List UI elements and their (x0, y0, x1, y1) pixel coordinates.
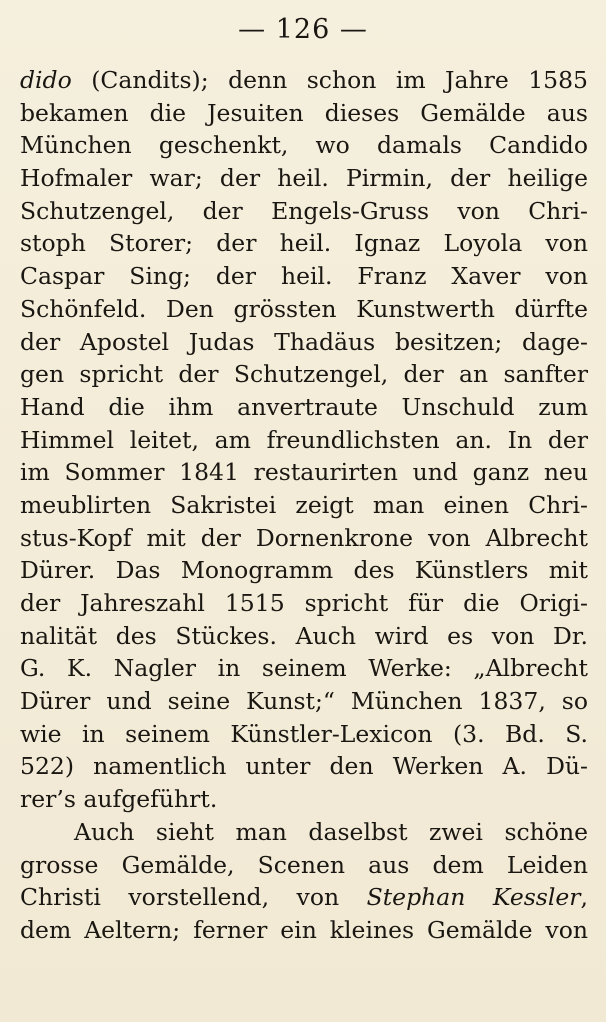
text-line (20, 64, 588, 97)
text-segment: stus-Kopf mit der Dornenkrone von Albrecht (20, 523, 588, 552)
text-line (20, 326, 588, 359)
text-segment: Christi vorstellend, von (20, 883, 367, 912)
text-line (20, 849, 588, 882)
italic-text: dido (20, 66, 72, 94)
text-segment: G. K. Nagler in seinem Werke: „Albrecht (20, 654, 588, 683)
text-line (20, 620, 588, 653)
text-segment: , (580, 883, 588, 912)
text-line (20, 97, 588, 130)
text-line (20, 129, 588, 162)
text-line (20, 227, 588, 260)
text-segment: meublirten Sakristei zeigt man einen Chri- (20, 490, 588, 519)
text-line (20, 685, 588, 718)
text-line (20, 162, 588, 195)
text-line (20, 652, 588, 685)
text-line (20, 554, 588, 587)
text-line (20, 260, 588, 293)
body-text (20, 64, 588, 947)
text-line (20, 718, 588, 751)
text-segment: Schutzengel, der Engels-Gruss von Chri- (20, 196, 588, 225)
text-line (20, 195, 588, 228)
text-line (20, 424, 588, 457)
text-line (20, 816, 588, 849)
text-segment: im Sommer 1841 restaurirten und ganz neu (20, 458, 588, 487)
paragraph (20, 816, 588, 947)
text-segment: dem Aeltern; ferner ein kleines Gemälde von (20, 915, 588, 944)
text-segment: rer’s aufgeführt. (20, 785, 218, 814)
text-line (20, 358, 588, 391)
text-line (20, 293, 588, 326)
text-segment: Dürer. Das Monogramm des Künstlers mit (20, 556, 588, 585)
text-segment: Himmel leitet, am freundlichsten an. In der (20, 425, 588, 454)
text-segment: bekamen die Jesuiten dieses Gemälde aus (20, 98, 588, 127)
text-segment: der Jahreszahl 1515 spricht für die Origi- (20, 589, 588, 617)
text-segment: 522) namentlich unter den Werken A. Dü- (20, 752, 588, 781)
text-segment: wie in seinem Künstler-Lexicon (3. Bd. S. (20, 719, 588, 748)
text-segment: (Candits); denn schon im Jahre 1585 (71, 66, 588, 94)
paragraph (20, 64, 588, 816)
text-line (20, 783, 588, 816)
italic-text: Stephan Kessler (366, 883, 581, 912)
text-segment: Hofmaler war; der heil. Pirmin, der heilige (20, 164, 588, 193)
text-line (20, 587, 588, 620)
text-segment: der Apostel Judas Thadäus besitzen; dage- (20, 327, 588, 356)
text-segment: München geschenkt, wo damals Candido (20, 131, 588, 160)
text-line (20, 522, 588, 555)
text-line (20, 881, 588, 914)
page-header: — 126 — (238, 14, 368, 45)
text-line (20, 750, 588, 783)
text-segment: Caspar Sing; der heil. Franz Xaver von (20, 262, 588, 291)
text-line (20, 914, 588, 947)
text-segment: nalität des Stückes. Auch wird es von Dr. (20, 621, 588, 650)
text-segment: Dürer und seine Kunst;“ München 1837, so (20, 687, 588, 716)
text-segment: Schönfeld. Den grössten Kunstwerth dürfte (20, 294, 588, 323)
text-segment: Hand die ihm anvertraute Unschuld zum (20, 392, 588, 421)
text-segment: gen spricht der Schutzengel, der an sanfter (20, 360, 588, 389)
text-segment: stoph Storer; der heil. Ignaz Loyola von (20, 229, 588, 258)
text-segment: Auch sieht man daselbst zwei schöne (74, 817, 588, 846)
text-line (20, 456, 588, 489)
text-line (20, 391, 588, 424)
text-segment: grosse Gemälde, Scenen aus dem Leiden (20, 850, 588, 879)
text-line (20, 489, 588, 522)
